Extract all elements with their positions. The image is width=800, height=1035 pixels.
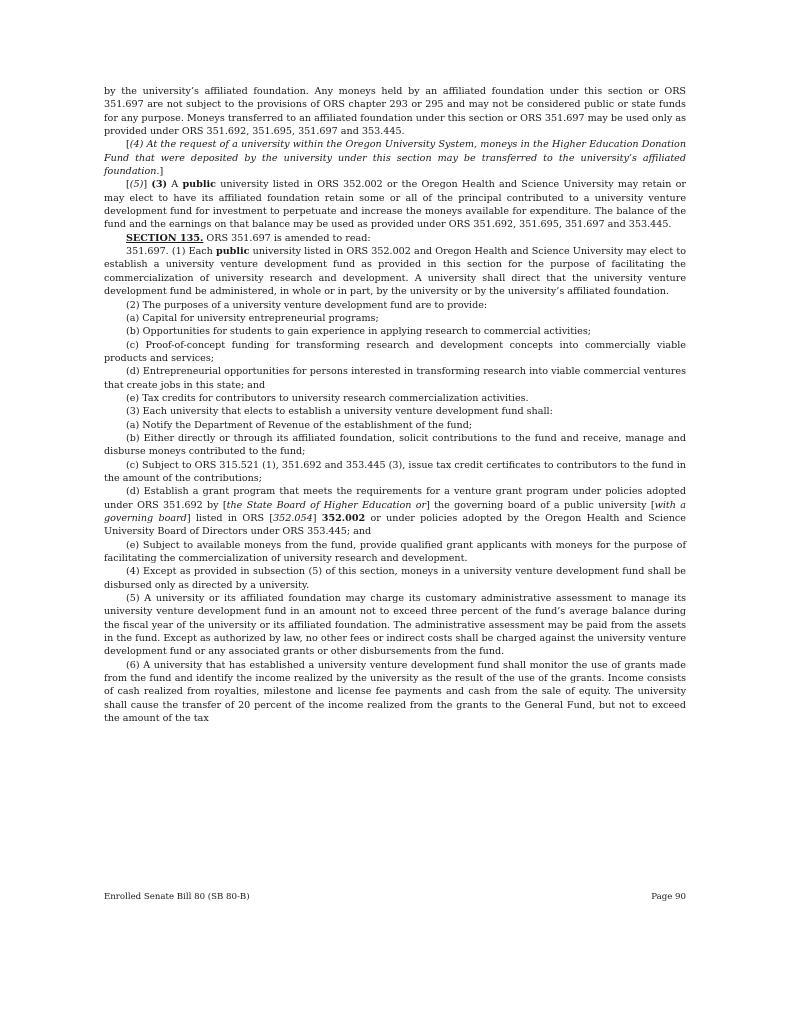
new-word: public	[182, 179, 216, 191]
new-word: public	[216, 246, 250, 258]
section-number: SECTION 135.	[126, 232, 204, 244]
bracket-close: ]	[159, 166, 164, 178]
page-footer	[104, 892, 686, 902]
bracket-open: [	[126, 139, 130, 151]
text-segment: ] listed in ORS [	[186, 513, 274, 524]
text-segment: ]	[312, 513, 322, 524]
paragraph-17: (e) Subject to available moneys from the fund, provide qualified grant applicants with moneys for the purpose of facilitating the commercialization of university research and development.	[104, 539, 686, 565]
deleted-text: (4) At the request of a university within the Oregon University System, moneys in the Higher Education Donation Fund that were deposited by the university under this section may be transferred to the university’s affiliated foundation.	[104, 139, 686, 178]
deleted-text: 352.054	[273, 513, 313, 524]
deleted-text: the State Board of Higher Education or	[226, 499, 427, 511]
paragraph-5	[104, 245, 686, 298]
text-segment: 351.697. (1) Each	[126, 246, 216, 258]
section-intro: ORS 351.697 is amended to read:	[203, 232, 371, 244]
paragraph-19: (5) A university or its affiliated foundation may charge its customary administrative assessment to manage its university venture development fund in an amount not to exceed three percent of the fund’s average balance during the fiscal year of the university or its affiliated foundation. The administrative assessment may be paid from the assets in the fund. Except as authorized by law, no other fees or indirect costs shall be charged against the university venture development fund or any associated grants or other disbursements from the fund.	[104, 593, 686, 658]
paragraph-18: (4) Except as provided in subsection (5) of this section, moneys in a university venture development fund shall be disbursed only as directed by a university.	[104, 566, 686, 591]
deleted-number: (5)	[129, 179, 144, 191]
paragraph-16	[104, 485, 686, 538]
paragraph-6: (2) The purposes of a university venture development fund are to provide:	[126, 299, 488, 311]
text-segment: university listed in ORS 352.002 and Oregon Health and Science University may elect to establish a university venture development fund as provided in this section for the purpose of facilitating the commercialization of university research and development. A university shall direct that the university venture development fund be administered, in whole or in part, by the university or by the university’s affiliated foundation.	[104, 246, 686, 298]
new-number: (3)	[151, 179, 168, 191]
paragraph-10: (d) Entrepreneurial opportunities for persons interested in transforming research into viable commercial ventures that create jobs in this state; and	[104, 366, 686, 391]
bracket-close: ]	[143, 179, 152, 191]
text-segment: A	[167, 179, 183, 191]
section-heading	[104, 232, 686, 245]
paragraph-13: (a) Notify the Department of Revenue of the establishment of the fund;	[126, 419, 473, 431]
page-number: Page 90	[651, 892, 686, 902]
paragraph-3	[104, 178, 686, 231]
bill-title: Enrolled Senate Bill 80 (SB 80-B)	[104, 892, 250, 902]
paragraph-12: (3) Each university that elects to establish a university venture development fund shall:	[126, 406, 553, 418]
bracket-open: [	[126, 179, 130, 191]
deleted-text: with a governing board	[104, 499, 686, 524]
text-segment: ] the governing board of a public university [	[426, 499, 655, 511]
paragraph-8: (b) Opportunities for students to gain experience in applying research to commercial activities;	[126, 326, 591, 338]
paragraph-14: (b) Either directly or through its affiliated foundation, solicit contributions to the fund and receive, manage and disburse moneys contributed to the fund;	[104, 432, 686, 458]
new-text: 352.002	[321, 513, 366, 524]
paragraph-1: by the university’s affiliated foundation. Any moneys held by an affiliated foundation under this section or ORS 351.697 are not subject to the provisions of ORS chapter 293 or 295 and may not be considered public or state funds for any purpose. Moneys transferred to an affiliated foundation under this section or ORS 351.697 may be used only as provided under ORS 351.692, 351.695, 351.697 and 353.445.	[104, 86, 686, 138]
text-segment: university listed in ORS 352.002 or the Oregon Health and Science University may retain or may elect to have its affiliated foundation retain some or all of the principal contributed to a university venture development fund for investment to perpetuate and increase the moneys available for expenditure. The balance of the fund and the earnings on that balance may be used as provided under ORS 351.692, 351.695, 351.697 and 353.445.	[104, 179, 687, 231]
paragraph-20: (6) A university that has established a university venture development fund shall monitor the use of grants made from the fund and identify the income realized by the university as the result of the use of the grants. Income consists of cash realized from royalties, milestone and license fee payments and cash from the sale of equity. The university shall cause the transfer of 20 percent of the income realized from the grants to the General Fund, but not to exceed the amount of the tax	[104, 659, 686, 725]
paragraph-7: (a) Capital for university entrepreneurial programs;	[126, 312, 379, 324]
paragraph-9: (c) Proof-of-concept funding for transforming research and development concepts into commercially viable products and services;	[104, 339, 686, 364]
paragraph-2	[104, 138, 686, 178]
paragraph-11: (e) Tax credits for contributors to university research commercialization activities.	[126, 392, 529, 404]
text-segment: (d) Establish a grant program that meets the requirements for a venture grant program under policies adopted under ORS 351.692 by [	[104, 486, 686, 511]
document-body	[104, 85, 686, 726]
text-segment: or under policies adopted by the Oregon Health and Science University Board of Directors under ORS 353.445; and	[104, 513, 686, 538]
paragraph-15: (c) Subject to ORS 315.521 (1), 351.692 and 353.445 (3), issue tax credit certificates to contributors to the fund in the amount of the contributions;	[104, 459, 686, 484]
